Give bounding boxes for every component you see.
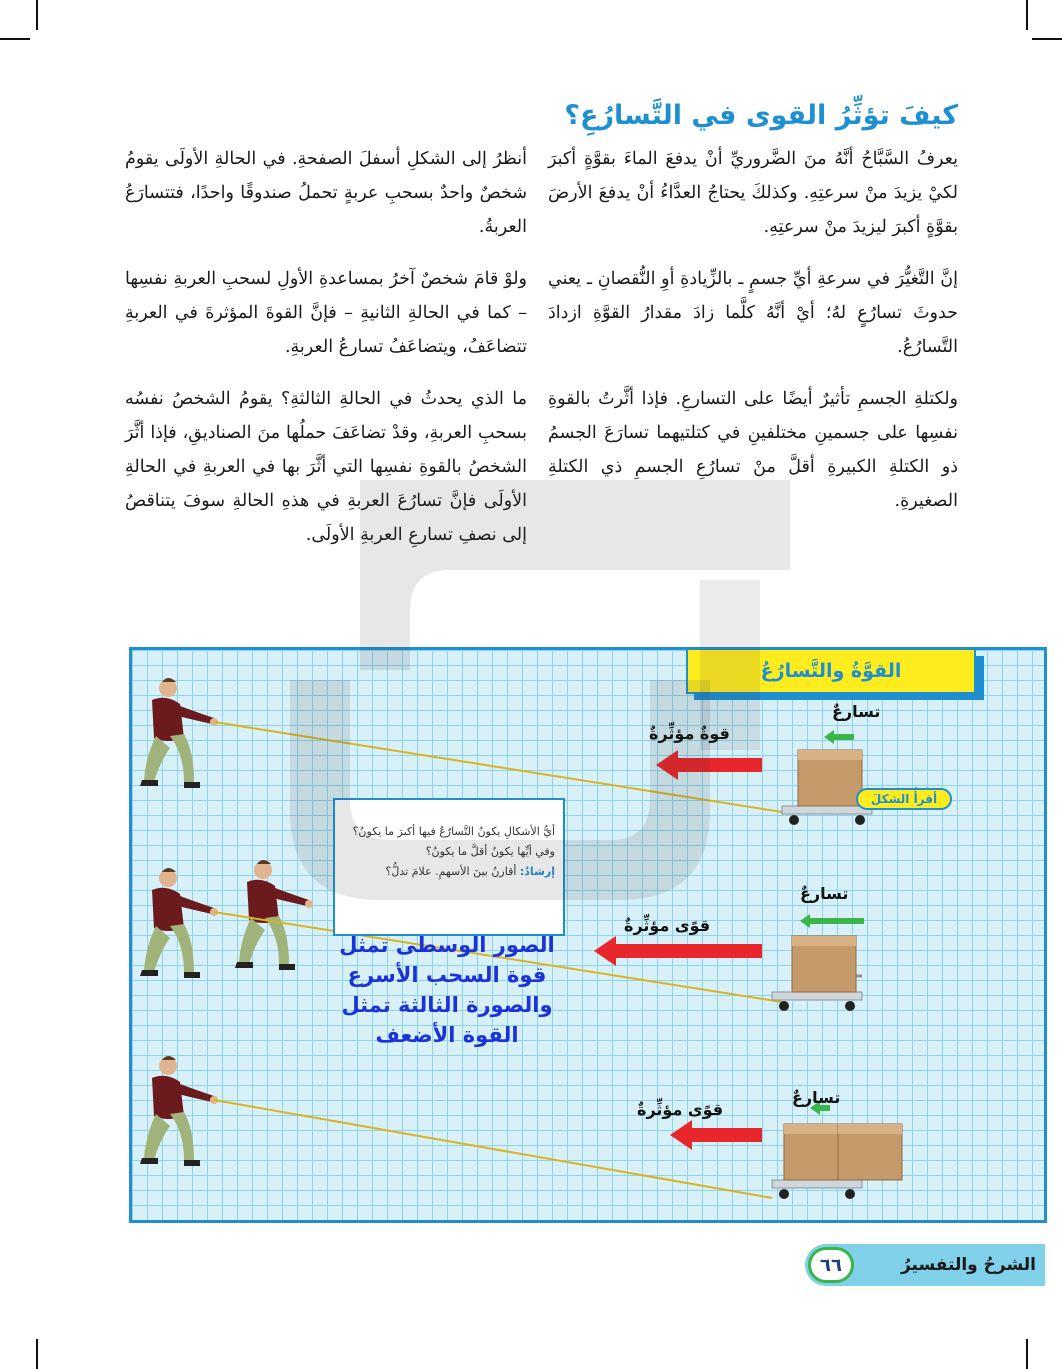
paragraph: ولكتلةِ الجسمِ تأثيرٌ أيضًا على التسارعِ. فإذا أثَّرتُ بالقوةِ نفسِها على جسمينِ مختلفينِ في كتلتيهما تسارَعَ الجسمُ ذو الكتلةِ الكبيرةِ أقلَّ منْ تسارُعِ الجسمِ ذي الكتلةِ الصغيرةِ. xyxy=(548,389,958,511)
row-3-scene xyxy=(140,1056,902,1199)
crop-mark xyxy=(0,38,30,40)
force-arrow-2 xyxy=(594,936,762,966)
accel-label-2: تسارعٌ xyxy=(800,884,849,903)
footer-section-label: الشرحُ والتفسيرُ xyxy=(900,1255,1036,1275)
hint-label: إرشادٌ: xyxy=(519,865,555,878)
section-heading: كيفَ تؤثِّرُ القوى في التَّسارُعِ؟ xyxy=(564,100,958,131)
accel-arrow-2 xyxy=(800,914,864,928)
force-acceleration-figure xyxy=(129,647,1047,1223)
paragraph: ما الذي يحدثُ في الحالةِ الثالثةِ؟ يقومُ الشخصُ نفسُه بسحبِ العربةِ، وقدْ تضاعَفَ حملُها منَ الصناديقِ، فإذا أثَّرَ الشخصُ بالقوةِ نفسِها التي أثَّرَ بها في العربةِ في الحالةِ الأولَى فإنَّ تسارُعَ العربةِ في هذهِ الحالةِ سوفَ يتناقصُ إلى نصفِ تسارعِ العربةِ الأولَى. xyxy=(125,389,527,545)
handwritten-answer: الصور الوسطى تمثل قوة السحب الأسرع والصورة الثالثة تمثل القوة الأضعف xyxy=(339,933,555,1047)
read-question: أيُّ الأشكالِ يكونُ التَّسارُعُ فيها أكبرَ ما يكونُ؟ وفي أيِّها يكونُ أقلَّ ما يكونُ؟ xyxy=(352,825,555,858)
crop-mark xyxy=(1032,38,1062,40)
figure-drawing xyxy=(132,650,1047,1223)
paragraph: أنظرُ إلى الشكلِ أسفلَ الصفحةِ. في الحالةِ الأولَى يقومُ شخصٌ واحدٌ بسحبِ عربةٍ تحملُ صندوقًا واحدًا، فتتسارَعُ العربةُ. xyxy=(125,149,527,237)
crop-mark xyxy=(1026,1339,1028,1369)
read-the-figure-box xyxy=(333,798,565,936)
hint-text: أقارنُ بينَ الأسهمِ. علامَ تدلُّ؟ xyxy=(385,865,517,878)
force-arrow-3 xyxy=(670,1120,762,1150)
crop-mark xyxy=(36,1339,38,1369)
paragraph: ولوْ قامَ شخصٌ آخرُ بمساعدةِ الأولِ لسحبِ العربةِ نفسِها – كما في الحالةِ الثانيةِ – فإنَّ القوةَ المؤثرةَ في العربةِ تتضاعَفُ، ويتضاعَفُ تسارعُ العربةِ. xyxy=(125,269,527,357)
read-hint xyxy=(343,862,555,882)
page-number: ٦٦ xyxy=(808,1247,854,1283)
text-column-left xyxy=(125,142,527,570)
force-arrow-1 xyxy=(656,750,762,780)
read-the-figure-tag: أقرأُ الشكلَ xyxy=(856,788,952,810)
accel-arrow-1 xyxy=(824,730,854,744)
accel-label-1: تسارعٌ xyxy=(832,702,881,721)
paragraph: إنَّ التَّغيُّرَ في سرعةِ أيِّ جسمٍ ـ بالزِّيادةِ أوِ النُّقصانِ ـ يعني حدوثَ تسارُعٍ لهُ؛ أيْ أنَّهُ كلَّما زادَ مقدارُ القوَّةِ ازدادَ التَّسارُعُ. xyxy=(548,269,958,357)
force-label-1: قوةٌ مؤثِّرةٌ xyxy=(649,724,730,743)
crop-mark xyxy=(1026,0,1028,30)
force-label-2: قوًى مؤثِّرةٌ xyxy=(624,916,711,935)
text-column-right xyxy=(548,142,958,536)
figure-title: القوَّةُ والتَّسارُعُ xyxy=(686,650,976,694)
force-label-3: قوًى مؤثِّرةٌ xyxy=(637,1100,724,1119)
accel-label-3: تسارعٌ xyxy=(792,1088,841,1107)
crop-mark xyxy=(36,0,38,30)
paragraph: يعرفُ السَّبَّاحُ أنَّهُ منَ الضَّروريِّ أنْ يدفعَ الماءَ بقوَّةٍ أكبرَ لكيْ يزيدَ منْ سرعتِهِ. وكذلكَ يحتاجُ العدَّاءُ أنْ يدفعَ الأرضَ بقوَّةٍ أكبرَ ليزيدَ منْ سرعتِهِ. xyxy=(548,149,958,237)
